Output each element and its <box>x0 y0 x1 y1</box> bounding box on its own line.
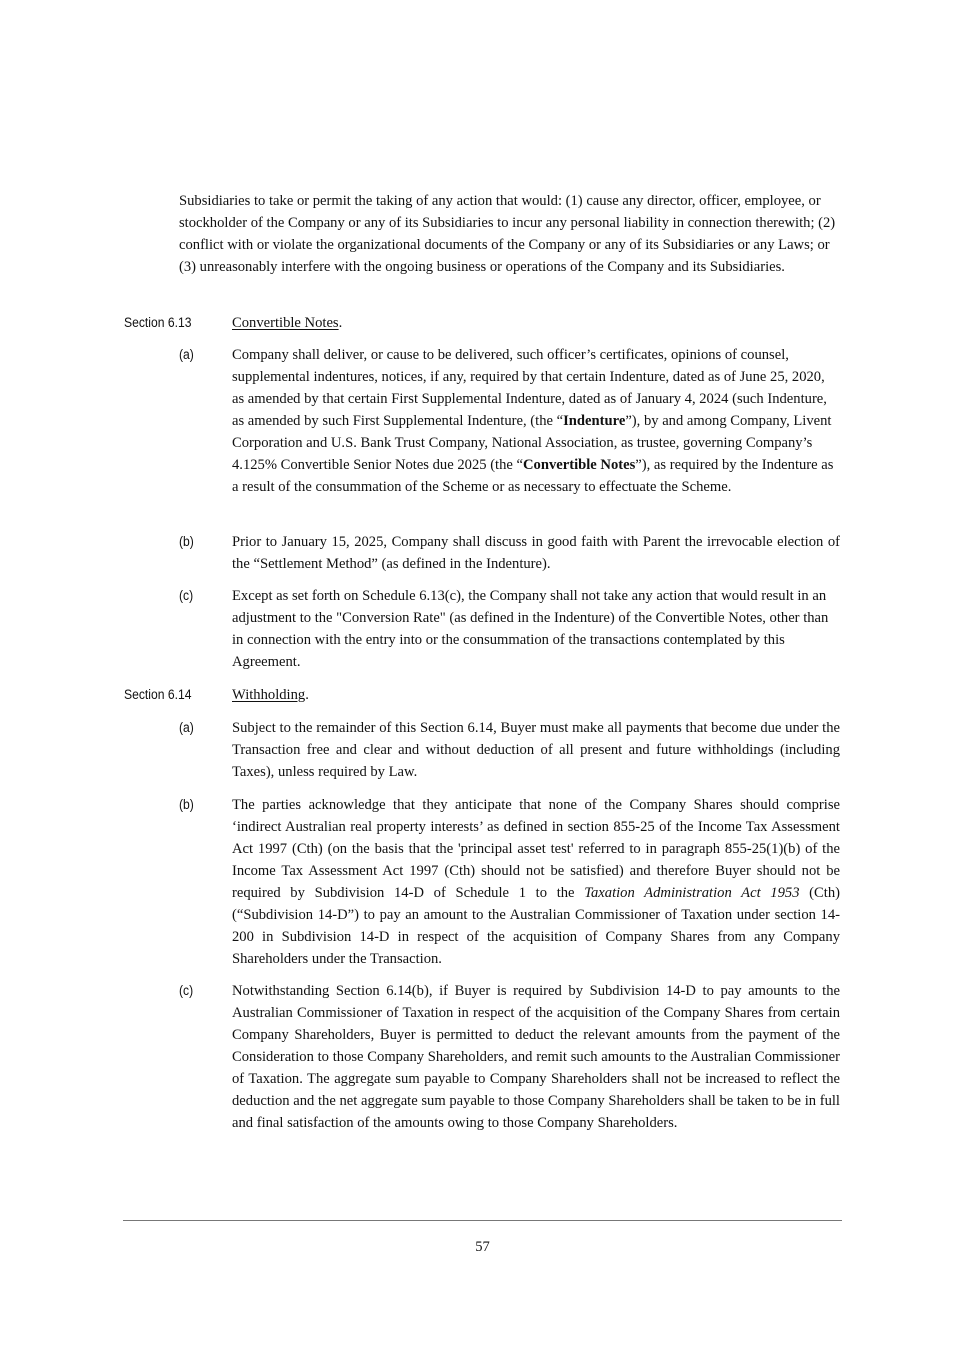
section-6-13-b-text: Prior to January 15, 2025, Company shall discuss in good faith with Parent the irrevocable election of the “Settlement Method” (as defined in the Indenture). <box>232 534 840 572</box>
section-6-14-heading <box>232 684 840 706</box>
section-6-14-b-text <box>232 794 840 970</box>
section-6-14-label: Section 6.14 <box>124 687 192 702</box>
item-label: (c) <box>179 588 194 603</box>
heading-period: . <box>338 315 343 331</box>
text-segment: Company shall deliver, or cause to be delivered, such officer’s certificates, opinions of counsel, supplemental indentures, notices, if any, required by that certain Indenture, dated as of June 25, 2020, as amended by that certain First Supplemental Indenture, dated as of January 4, 2024 (such Indenture, as amended by such First Supplemental Indenture, (the “ <box>232 347 827 429</box>
section-6-13-title: Convertible Notes <box>232 315 339 331</box>
footer-divider <box>123 1220 842 1221</box>
section-6-13-label: Section 6.13 <box>124 315 192 330</box>
section-6-13-heading <box>232 312 840 334</box>
section-6-13-a-text <box>232 344 840 498</box>
item-label: (c) <box>179 983 194 998</box>
section-6-13-c-text: Except as set forth on Schedule 6.13(c), the Company shall not take any action that would result in an adjustment to the "Conversion Rate" (as defined in the Indenture) of the Convertible Notes, other than in connection with the entry into or the consummation of the transactions contemplated by this Agreement. <box>232 588 829 670</box>
section-6-14-title: Withholding <box>232 687 306 703</box>
text-segment: ”), as required by the Indenture as a result of the consummation of the Scheme or as necessary to effectuate the Scheme. <box>232 457 834 495</box>
text-segment: The parties acknowledge that they anticipate that none of the Company Shares should comprise ‘indirect Australian real property interests’ as defined in section 855-25 of the Income Tax Assessment Act 1997 (Cth) (on the basis that the 'principal asset test' referred to in paragraph 855-25(1)(b) of the Income Tax Assessment Act 1997 (Cth) should not be satisfied) and therefore Buyer should not be required by Subdivision 14-D of Schedule 1 to the <box>232 797 840 901</box>
text-segment: (Cth) (“Subdivision 14-D”) to pay an amount to the Australian Commissioner of Taxation under section 14-200 in Subdivision 14-D in respect of the acquisition of Company Shares from any Company Shareholders under the Transaction. <box>232 885 840 967</box>
text-segment: ”), by and among Company, Livent Corporation and U.S. Bank Trust Company, National Association, as trustee, governing Company’s 4.125% Convertible Senior Notes due 2025 (the “ <box>232 413 832 473</box>
section-6-14-a-text: Subject to the remainder of this Section 6.14, Buyer must make all payments that become due under the Transaction free and clear and without deduction of all present and future withholdings (including Taxes), unless required by Law. <box>232 720 840 780</box>
continuation-paragraph: Subsidiaries to take or permit the taking of any action that would: (1) cause any director, officer, employee, or stockholder of the Company or any of its Subsidiaries to incur any personal liability in connection therewith; (2) conflict with or violate the organizational documents of the Company or any of its Subsidiaries or any Laws; or (3) unreasonably interfere with the ongoing business or operations of the Company and its Subsidiaries. <box>179 193 836 275</box>
statute-title: Taxation Administration Act 1953 <box>584 885 800 901</box>
item-label: (a) <box>179 347 194 362</box>
defined-term: Convertible Notes <box>523 457 636 473</box>
page-number: 57 <box>475 1239 490 1255</box>
heading-period: . <box>305 687 309 703</box>
section-6-14-c-text: Notwithstanding Section 6.14(b), if Buyer is required by Subdivision 14-D to pay amounts to the Australian Commissioner of Taxation in respect of the acquisition of the Company Shares from certain Company Shareholders, Buyer is permitted to deduct the relevant amounts from the payment of the Consideration to those Company Shareholders, and remit such amounts to the Australian Commissioner of Taxation. The aggregate sum payable to Company Shareholders shall not be increased to reflect the deduction and the net aggregate sum payable to those Company Shareholders shall be taken to be in full and final satisfaction of the amounts owing to those Company Shareholders. <box>232 983 840 1131</box>
item-label: (a) <box>179 720 194 735</box>
item-label: (b) <box>179 797 194 812</box>
item-label: (b) <box>179 534 194 549</box>
defined-term: Indenture <box>563 413 626 429</box>
